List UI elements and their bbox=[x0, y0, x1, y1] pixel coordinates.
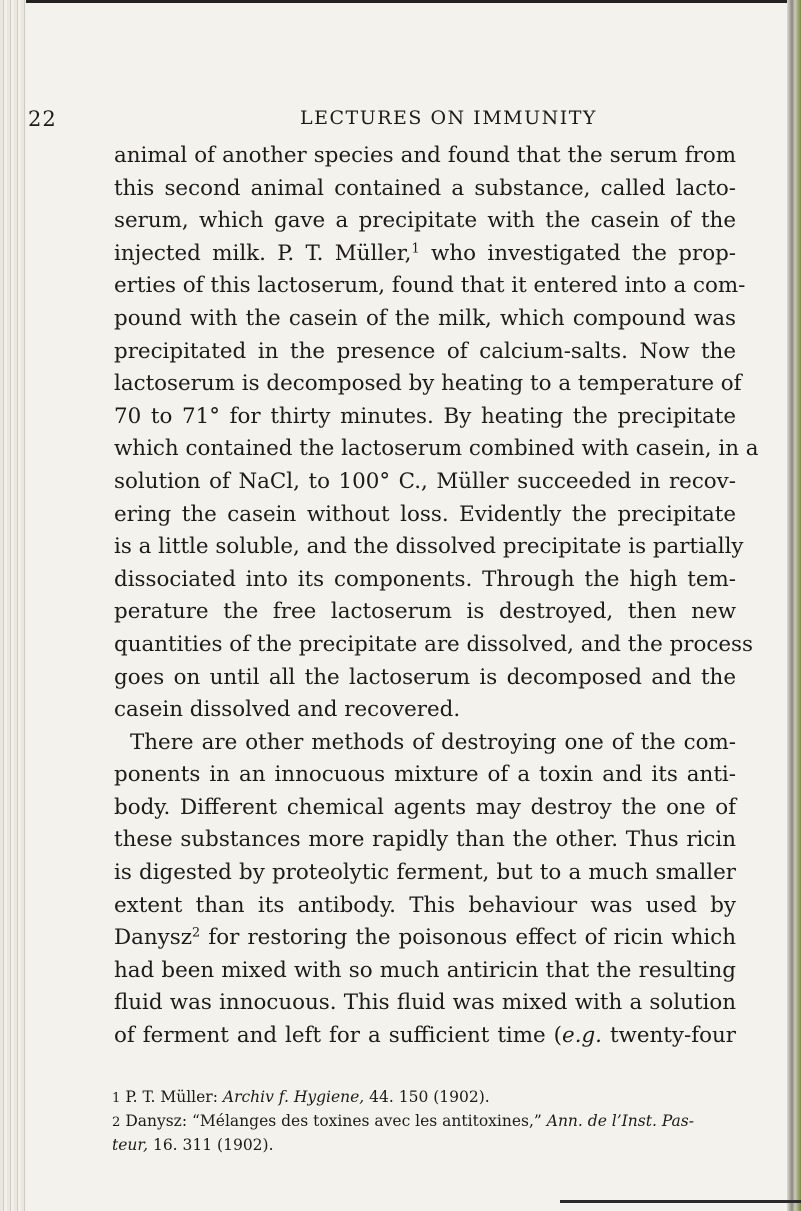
footnote-mark: 1 bbox=[112, 1091, 121, 1106]
text-line bbox=[114, 1020, 736, 1053]
text-line: perature the free lactoserum is destroyed, then new bbox=[114, 599, 736, 625]
footnote-title: “Mélanges des toxines avec les antitoxines,” bbox=[192, 1112, 542, 1130]
top-edge-rule bbox=[0, 0, 801, 3]
text-line: dissociated into its components. Through the high tem- bbox=[114, 566, 736, 592]
text-line: ponents in an innocuous mixture of a toxin and its anti- bbox=[114, 762, 736, 788]
footnote-journal: teur, bbox=[112, 1136, 149, 1154]
text-line: body. Different chemical agents may destroy the one of bbox=[114, 794, 736, 820]
text-line: is a little soluble, and the dissolved precipitate is partially bbox=[114, 534, 744, 560]
text-line: solution of NaCl, to 100° C., Müller succeeded in recov- bbox=[114, 468, 736, 494]
text-line: There are other methods of destroying one of the com- bbox=[130, 729, 736, 755]
text-line: quantities of the precipitate are dissolved, and the process bbox=[114, 631, 753, 657]
text-segment: for restoring the poisonous effect of ricin which bbox=[208, 925, 736, 951]
bottom-edge-rule bbox=[560, 1200, 801, 1203]
text-segment-italic: e.g. bbox=[562, 1023, 602, 1049]
text-line: precipitated in the presence of calcium-salts. Now the bbox=[114, 338, 736, 364]
text-line: 70 to 71° for thirty minutes. By heating the precipitate bbox=[114, 403, 736, 429]
text-segment: twenty-four bbox=[601, 1023, 736, 1049]
footnote-journal: Archiv f. Hygiene, bbox=[222, 1088, 365, 1106]
text-line: animal of another species and found that the serum from bbox=[114, 143, 736, 168]
text-line: pound with the casein of the milk, which compound was bbox=[114, 305, 736, 331]
text-line: is digested by proteolytic ferment, but to a much smaller bbox=[114, 860, 736, 886]
text-line bbox=[114, 922, 736, 955]
text-line: these substances more rapidly than the other. Thus ricin bbox=[114, 827, 736, 853]
text-line: ering the casein without loss. Evidently the precipitate bbox=[114, 501, 736, 527]
footnote-ref-2: 2 bbox=[192, 925, 201, 941]
text-line: had been mixed with so much antiricin that the resulting bbox=[114, 957, 736, 983]
footnote-ref-1: 1 bbox=[411, 241, 420, 257]
footnote-mark: 2 bbox=[112, 1115, 121, 1130]
text-line: casein dissolved and recovered. bbox=[114, 697, 461, 723]
footnote-details: 16. 311 (1902). bbox=[148, 1136, 274, 1154]
text-segment: Danysz bbox=[114, 925, 193, 951]
text-segment: of ferment and left for a sufficient time ( bbox=[114, 1023, 563, 1049]
page-right-edge bbox=[787, 0, 801, 1211]
book-spine-edge bbox=[0, 0, 26, 1211]
footnote-2 bbox=[112, 1110, 737, 1134]
text-line: extent than its antibody. This behaviour was used by bbox=[114, 892, 736, 918]
footnotes bbox=[112, 1086, 737, 1156]
text-line: fluid was innocuous. This fluid was mixed with a solution bbox=[114, 990, 736, 1016]
footnote-author: Danysz: bbox=[125, 1112, 192, 1130]
text-line: erties of this lactoserum, found that it entered into a com- bbox=[114, 273, 746, 299]
text-line: which contained the lactoserum combined with casein, in a bbox=[114, 436, 759, 462]
footnote-2-continued bbox=[112, 1134, 737, 1156]
footnote-1 bbox=[112, 1086, 737, 1110]
footnote-author: P. T. Müller: bbox=[125, 1088, 223, 1106]
footnote-details: 44. 150 (1902). bbox=[364, 1088, 490, 1106]
text-line bbox=[114, 238, 736, 271]
running-head: LECTURES ON IMMUNITY bbox=[300, 107, 597, 129]
text-line: serum, which gave a precipitate with the casein of the bbox=[114, 208, 736, 234]
text-segment: injected milk. P. T. Müller, bbox=[114, 240, 412, 266]
footnote-journal: Ann. de l’Inst. Pas- bbox=[541, 1112, 694, 1130]
text-segment: who investigated the prop- bbox=[431, 240, 736, 266]
body-text bbox=[114, 140, 759, 1053]
page-number: 22 bbox=[28, 107, 57, 131]
text-line: this second animal contained a substance, called lacto- bbox=[114, 175, 736, 201]
text-line: lactoserum is decomposed by heating to a temperature of bbox=[114, 371, 742, 397]
text-line: goes on until all the lactoserum is decomposed and the bbox=[114, 664, 736, 690]
